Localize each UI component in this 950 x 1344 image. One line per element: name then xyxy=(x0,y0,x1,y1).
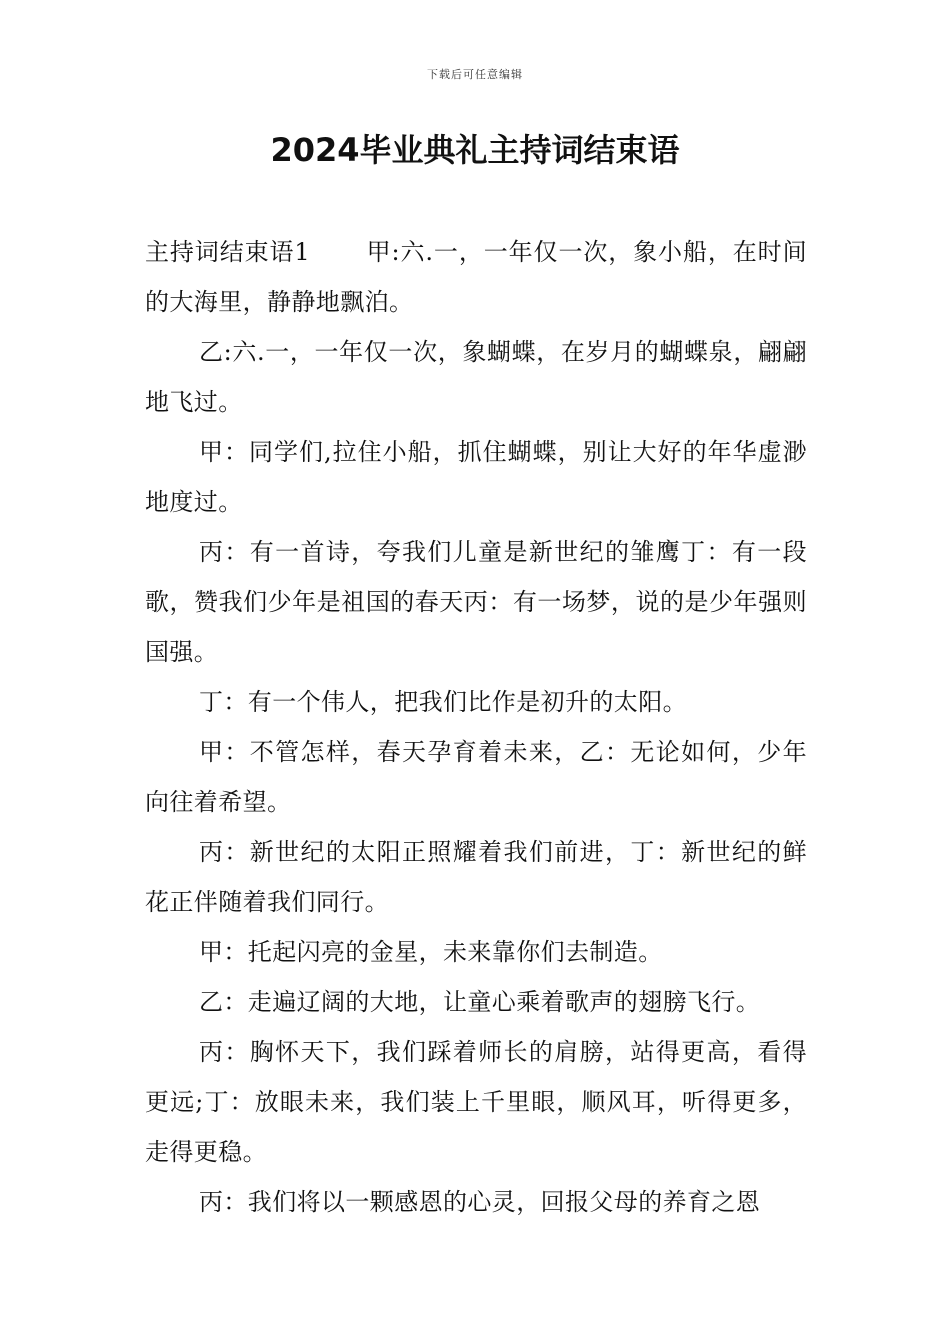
paragraph-11: 丙：我们将以一颗感恩的心灵，回报父母的养育之恩 xyxy=(199,1188,761,1216)
paragraph-9: 乙：走遍辽阔的大地，让童心乘着歌声的翅膀飞行。 xyxy=(199,988,761,1016)
document-body xyxy=(145,227,807,1227)
paragraph-6: 甲：不管怎样，春天孕育着未来，乙：无论如何，少年向往着希望。 xyxy=(145,738,807,816)
paragraph-7: 丙：新世纪的太阳正照耀着我们前进，丁：新世纪的鲜花正伴随着我们同行。 xyxy=(145,838,807,916)
paragraph-3: 甲：同学们,拉住小船，抓住蝴蝶，别让大好的年华虚渺地度过。 xyxy=(145,438,807,516)
paragraph-1 xyxy=(145,227,807,327)
paragraph-4: 丙：有一首诗，夸我们儿童是新世纪的雏鹰丁：有一段歌，赞我们少年是祖国的春天丙：有一场梦，说的是少年强则国强。 xyxy=(145,538,807,666)
paragraph-5: 丁：有一个伟人，把我们比作是初升的太阳。 xyxy=(199,688,687,716)
document-title: 2024毕业典礼主持词结束语 xyxy=(270,131,680,169)
header-note: 下载后可任意编辑 xyxy=(427,68,523,81)
paragraph-8: 甲：托起闪亮的金星，未来靠你们去制造。 xyxy=(199,938,663,966)
paragraph-10: 丙：胸怀天下，我们踩着师长的肩膀，站得更高，看得更远;丁：放眼未来，我们装上千里眼，顺风耳，听得更多，走得更稳。 xyxy=(145,1038,807,1166)
paragraph-1-text: 甲:六.一，一年仅一次，象小船，在时间的大海里，静静地飘泊。 xyxy=(145,238,807,316)
paragraph-2: 乙:六.一，一年仅一次，象蝴蝶，在岁月的蝴蝶泉，翩翩地飞过。 xyxy=(145,338,807,416)
section-label: 主持词结束语1 xyxy=(145,238,311,266)
